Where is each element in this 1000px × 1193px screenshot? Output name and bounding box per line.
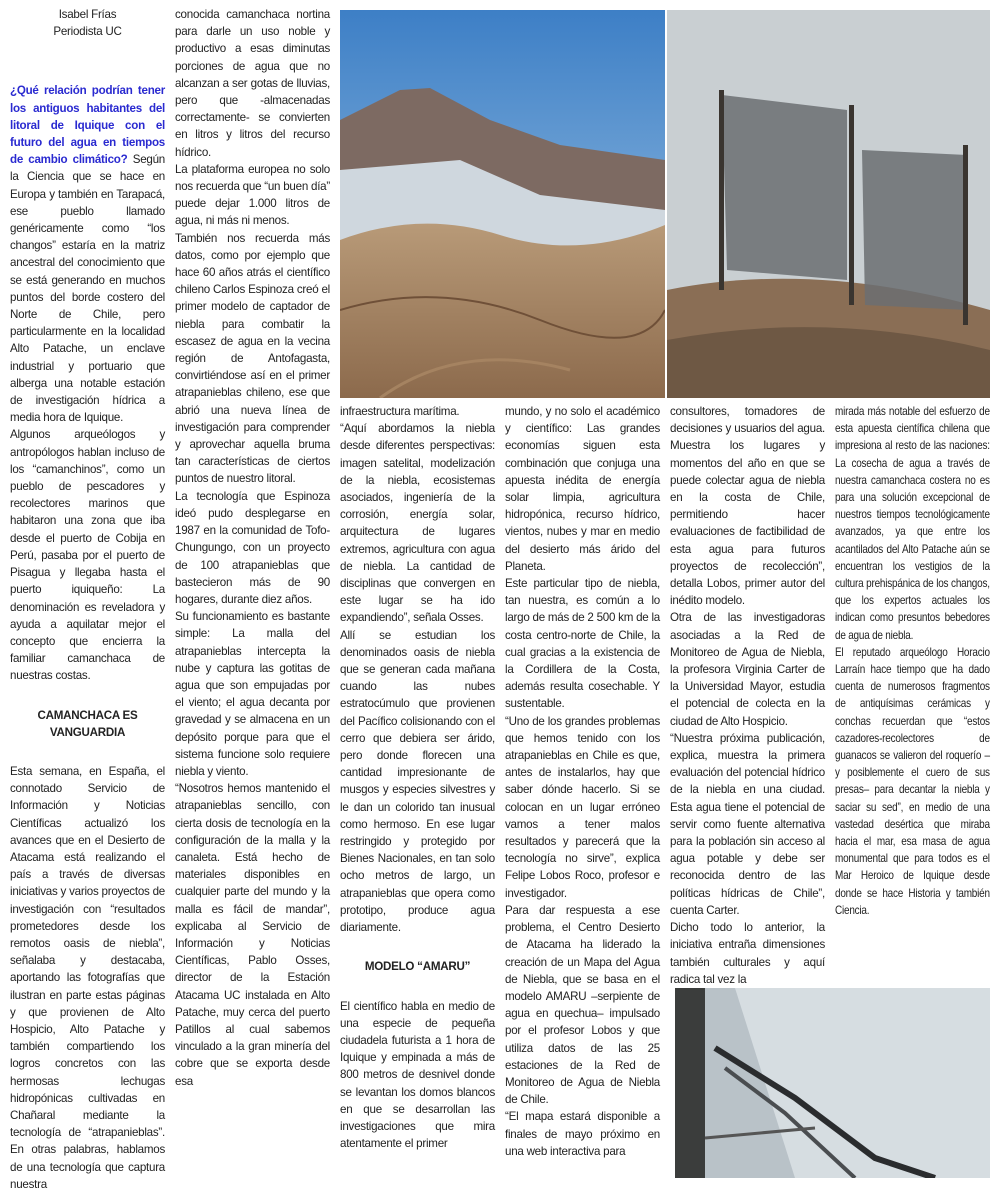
column-1 [10,6,165,1193]
paragraph: “Nosotros hemos mantenido el atrapanieblas sencillo, con cierta dosis de tecnología en la configuración de la malla y la canaleta. Está hecho de materiales disponibles en cualquier parte del mundo y la malla es fácil de mandar”, explicaba al Servicio de Información y Noticias Científicas, Pablo Osses, director de la Estación Atacama UC instalada en Alto Patache, muy cerca del puerto Patillos al cual sabemos vinculado a la gran minería del cobre que se exporta desde esa [175,782,330,1088]
photo-desert-mountain [340,10,665,398]
paragraph: Su funcionamiento es bastante simple: La malla del atrapanieblas intercepta la nube y captura las gotitas de agua que son empujadas por el viento; el agua decanta por gravedad y se almacena en un depósito porque para que el sistema funcione solo requiere niebla y viento. [175,610,330,778]
column-3 [340,403,495,1152]
paragraph: mirada más notable del esfuerzo de esta apuesta científica chilena que impresiona al resto de las naciones: La cosecha de agua a través de nuestra camanchaca costera no es para una solución excepcional de nuestros tiempos tecnológicamente avanzados, ya que entre los acantilados del Alto Patache aún se encuentran los vestigios de la cultura prehispánica de los changos, que los expertos actuales los indican como presuntos bebedores de agua de niebla. [835,405,990,642]
desert-mountain-image [340,10,665,398]
paragraph: conocida camanchaca nortina para darle un uso noble y productivo a esas diminutas porciones de agua que no alcanzan a ser gotas de lluvias, pero que -almacenadas correctamente- se convierten en litros y litros del recurso hídrico. [175,8,330,159]
column-5 [670,403,825,988]
paragraph: Allí se estudian los denominados oasis de niebla que se generan cada mañana cuando las nubes estratocúmulo que provienen del Pacífico colisionando con el cerro que debiera ser árido, pero donde florecen una cantidad impresionante de musgos y especies silvestres y le dan un colorido tan inusual como hermoso. En ese lugar restringido y protegido por Bienes Nacionales, en tan solo ocho metros de largo, un atrapanieblas que opera como prototipo, produce agua diariamente. [340,628,495,935]
photo-fog-catchers [667,10,990,398]
paragraph: La plataforma europea no solo nos recuerda que “un buen día” puede dejar 1.000 litros de agua, ni más ni menos. [175,162,330,228]
paragraph: El reputado arqueólogo Horacio Larraín hace tiempo que ha dado cuenta de numerosos fragmentos de antiquísimas cerámicas y conchas recuerdan que “estos cazadores-recolectores de guanacos se valieron del roquerío –y posiblemente el cuero de sus presas– para decantar la niebla y saciar su sed”, en medio de una vastedad desértica que miraba hacia el mar, esa masa de agua monumental que para todos es el Mar Heroico de Iquique desde donde se hace Historia y también Ciencia. [835,645,990,917]
column-2 [175,6,330,1090]
photo-fog-net-detail [675,988,990,1178]
paragraph: Para dar respuesta a ese problema, el Centro Desierto de Atacama ha liderado la creación de un Mapa del Agua de Niebla, que se basa en el modelo AMARU –serpiente de agua en quechua– impulsado por el profesor Lobos y que utiliza datos de las 25 estaciones de la Red de Monitoreo de Agua de Niebla de Chile. [505,903,660,1107]
paragraph: Este particular tipo de niebla, tan nuestra, es común a lo largo de más de 2 500 km de la costa centro-norte de Chile, la cual gracias a la existencia de la Cordillera de la Costa, además resulta cosechable. Y sustentable. [505,577,660,711]
paragraph: Dicho todo lo anterior, la iniciativa entraña dimensiones también culturales y aquí radica tal vez la [670,921,825,986]
paragraph: “Aquí abordamos la niebla desde diferentes perspectivas: imagen satelital, modelización de la niebla, ecosistemas asociados, ingeniería de la corrosión, energía solar, arquitectura de lugares extremos, agricultura con agua de niebla. La cantidad de disciplinas que convergen en este lugar se ha ido expandiendo”, señala Osses. [340,422,495,625]
paragraph: mundo, y no solo el académico y científico: Las grandes economías siguen esta combinación que conjuga una apuesta inédita de energía solar limpia, agricultura hidropónica, recurso hídrico, vientos, nubes y mar en medio del desierto más árido del Planeta. [505,405,660,573]
paragraph: La tecnología que Espinoza ideó pudo desplegarse en 1987 en la comunidad de Tofo-Chungungo, con un proyecto de 100 atrapanieblas que bastecieron más de 90 hogares, durante diez años. [175,489,330,606]
lead-question: ¿Qué relación podrían tener los antiguos habitantes del litoral de Iquique con el futuro del agua en tiempos de cambio climático? [10,84,165,167]
paragraph: El científico habla en medio de una especie de pequeña ciudadela futurista a 1 hora de Iquique y empinada a más de 800 metros de desnivel donde se levantan los domos blancos en que se desarrollan las investigaciones que mira atentamente el primer [340,999,495,1151]
column-6 [835,403,990,919]
fog-net-detail-image [675,988,990,1178]
paragraph: “Uno de los grandes problemas que hemos tenido con los atrapanieblas en Chile es que, antes de instalarlos, hay que saber dónde hacerlo. Si se colocan en un lugar erróneo vamos a tener malos resultados y parecerá que la tecnología no sirve”, explica Felipe Lobos Roco, profesor e investigador. [505,714,660,900]
author-name: Isabel Frías [58,8,117,21]
section-heading: MODELO “AMARU” [364,960,471,974]
paragraph: También nos recuerda más datos, como por ejemplo que hace 60 años atrás el científico chileno Carlos Espinoza creó el primer modelo de captador de niebla para combatir la escasez de agua en la vecina región de Antofagasta, convirtiéndose así en el primer atrapanieblas chileno, ese que abrió una nueva línea de investigación para comprender y aprovechar aquella bruma tan características de ciertos puntos de nuestro litoral. [175,231,330,486]
section-heading: CAMANCHACA ES VANGUARDIA [37,708,138,739]
paragraph: consultores, tomadores de decisiones y usuarios del agua. Muestra los lugares y momentos del año en que se puede colectar agua de niebla en la costa de Chile, permitiendo hacer evaluaciones de factibilidad de esta agua para futuros proyectos de recolección”, detalla Lobos, primer autor del inédito modelo. [670,405,825,608]
paragraph: Otra de las investigadoras asociadas a la Red de Monitoreo de Agua de Niebla, la profesora Virginia Carter de la Universidad Mayor, estudia el potencial de colecta en la ciudad de Alto Hospicio. [670,611,825,728]
paragraph: infraestructura marítima. [340,405,460,418]
paragraph: “Nuestra próxima publicación, explica, muestra la primera evaluación del potencial hídrico de la niebla en una ciudad. Esta agua tiene el potencial de servir como fuente alternativa para la población sin acceso al agua potable y debe ser reconocida dentro de las políticas hídricas de Chile”, cuenta Carter. [670,731,825,917]
fog-catcher-image [667,10,990,398]
paragraph: Algunos arqueólogos y antropólogos hablan incluso de los “camanchinos”, como un pueblo de pescadores y recolectores marinos que habitaron una zona que iba desde el puerto de Cobija en Perú, pasaba por el puerto de Pisagua y llegaba hasta el puerto iquiqueño: La denominación es reveladora y ayuda a aquilatar mejor el concepto que encierra la familiar camanchaca de nuestras costas. [10,428,165,683]
author-role: Periodista UC [53,25,122,39]
paragraph: Esta semana, en España, el connotado Servicio de Información y Noticias Científicas actualizó los avances que en el Desierto de Atacama está realizando el país a través de diversas iniciativas y varios proyectos de investigación con “resultados prometedores desde los remotos oasis de niebla”, señalaba y destacaba, aportando las fotografías que ilustran en parte estas páginas y que provienen de Alto Hospicio, Alto Patache y también compartiendo los logros concretos con las hermosas lechugas hidropónicas cultivadas en Chañaral mediante la tecnología de “atrapanieblas”. En otras palabras, hablamos de una tecnología que captura nuestra [10,764,165,1191]
paragraph: “El mapa estará disponible a finales de mayo próximo en una web interactiva para [505,1110,660,1158]
paragraph: Según la Ciencia que se hace en Europa y también en Tarapacá, ese pueblo llamado genéricamente como “los changos” estaría en la matriz ancestral del conocimiento que se está generando en muchos puntos del borde costero del Norte de Chile, pero particularmente en la localidad Alto Patache, un enclave industrial y portuario que alberga una notable estación de investigación hídrica a media hora de Iquique. [10,153,165,425]
column-4 [505,403,660,1160]
